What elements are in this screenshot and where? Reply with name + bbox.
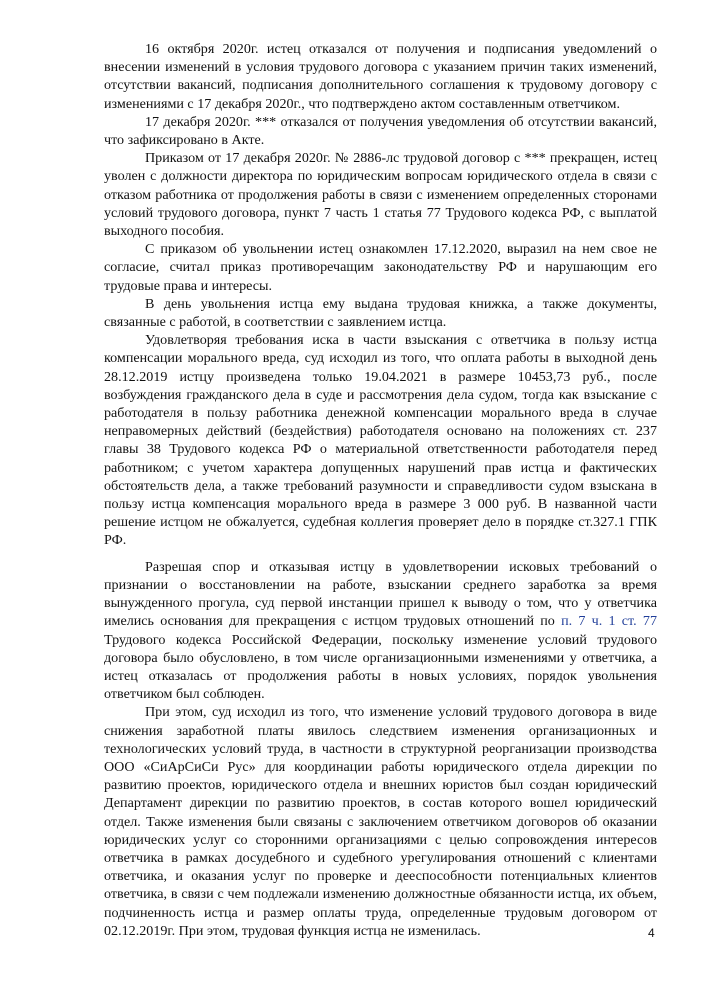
page-number: 4 bbox=[648, 926, 655, 940]
paragraph-3: Приказом от 17 декабря 2020г. № 2886-лс трудовой договор с *** прекращен, истец уволен с должности директора по юридическим вопросам юридического отдела в связи с отказом работника от продолжения работы в связи с изменением определенных сторонами условий трудового договора, пункт 7 часть 1 статья 77 Трудового кодекса РФ, с выплатой выходного пособия. bbox=[104, 150, 657, 240]
paragraph-2: 17 декабря 2020г. *** отказался от получения уведомления об отсутствии вакансий, что зафиксировано в Акте. bbox=[104, 113, 657, 149]
paragraph-7 bbox=[104, 558, 657, 704]
paragraph-8: При этом, суд исходил из того, что изменение условий трудового договора в виде снижения заработной платы явилось следствием изменения организационных и технологических условий труда, в частности в структурной реорганизации производства ООО «СиАрСиСи Рус» для координации работы юридического отдела дирекции по развитию проектов, юридического отдела и внешних юристов был создан юридический Департамент дирекции по развитию проектов, в состав которого вошел юридический отдел. Также изменения были связаны с заключением ответчиком договоров об оказании юридических услуг со сторонними организациями с целью сопровождения интересов ответчика в рамках досудебного и судебного урегулирования отношений с клиентами ответчика, и оказания услуг по проверке и дееспособности потенциальных клиентов ответчика, в связи с чем подлежали изменению должностные обязанности истца, их объем, подчиненность истца и размер оплаты труда, определенные трудовым договором от 02.12.2019г. При этом, трудовая функция истца не изменилась. bbox=[104, 704, 657, 939]
paragraph-1: 16 октября 2020г. истец отказался от получения и подписания уведомлений о внесении изменений в условия трудового договора с указанием причин таких изменений, отсутствии вакансий, подписания дополнительного соглашения к трудовому договору с изменениями с 17 декабря 2020г., что подтверждено актом составленным ответчиком. bbox=[104, 41, 657, 112]
document-body bbox=[104, 40, 657, 940]
paragraph-5: В день увольнения истца ему выдана трудовая книжка, а также документы, связанные с работой, в соответствии с заявлением истца. bbox=[104, 295, 657, 331]
paragraph-7-text-before: Разрешая спор и отказывая истцу в удовлетворении исковых требований о признании о восстановлении на работе, взыскании среднего заработка за время вынужденного прогула, суд первой инстанции пришел к выводу о том, что у ответчика имелись основания для прекращения с истцом трудовых отношений по bbox=[104, 558, 657, 630]
law-article-link[interactable]: п. 7 ч. 1 ст. 77 bbox=[561, 613, 657, 630]
paragraph-7-text-after: Трудового кодекса Российской Федерации, поскольку изменение условий трудового договора было обусловлено, в том числе организационными изменениями у ответчика, а истец отказалась от продолжения работы в новых условиях, порядок увольнения ответчиком был соблюден. bbox=[104, 631, 657, 703]
paragraph-6: Удовлетворяя требования иска в части взыскания с ответчика в пользу истца компенсации морального вреда, суд исходил из того, что оплата работы в выходной день 28.12.2019 истцу произведена только 19.04.2021 в размере 10453,73 руб., после возбуждения гражданского дела в суде и рассмотрения дела судом, тогда как взыскание с работодателя в пользу работника денежной компенсации морального вреда в случае неправомерных действий (бездействия) работодателя основано на положениях ст. 237 главы 38 Трудового кодекса РФ о материальной ответственности работодателя перед работником; с учетом характера допущенных нарушений прав истца и фактических обстоятельств дела, а также требований разумности и справедливости судом взыскана в пользу истца компенсация морального вреда в размере 3 000 руб. В названной части решение истцом не обжалуется, судебная коллегия проверяет дело в порядке ст.327.1 ГПК РФ. bbox=[104, 332, 657, 549]
paragraph-4: С приказом об увольнении истец ознакомлен 17.12.2020, выразил на нем свое не согласие, считал приказ противоречащим законодательству РФ и нарушающим его трудовые права и интересы. bbox=[104, 241, 657, 294]
